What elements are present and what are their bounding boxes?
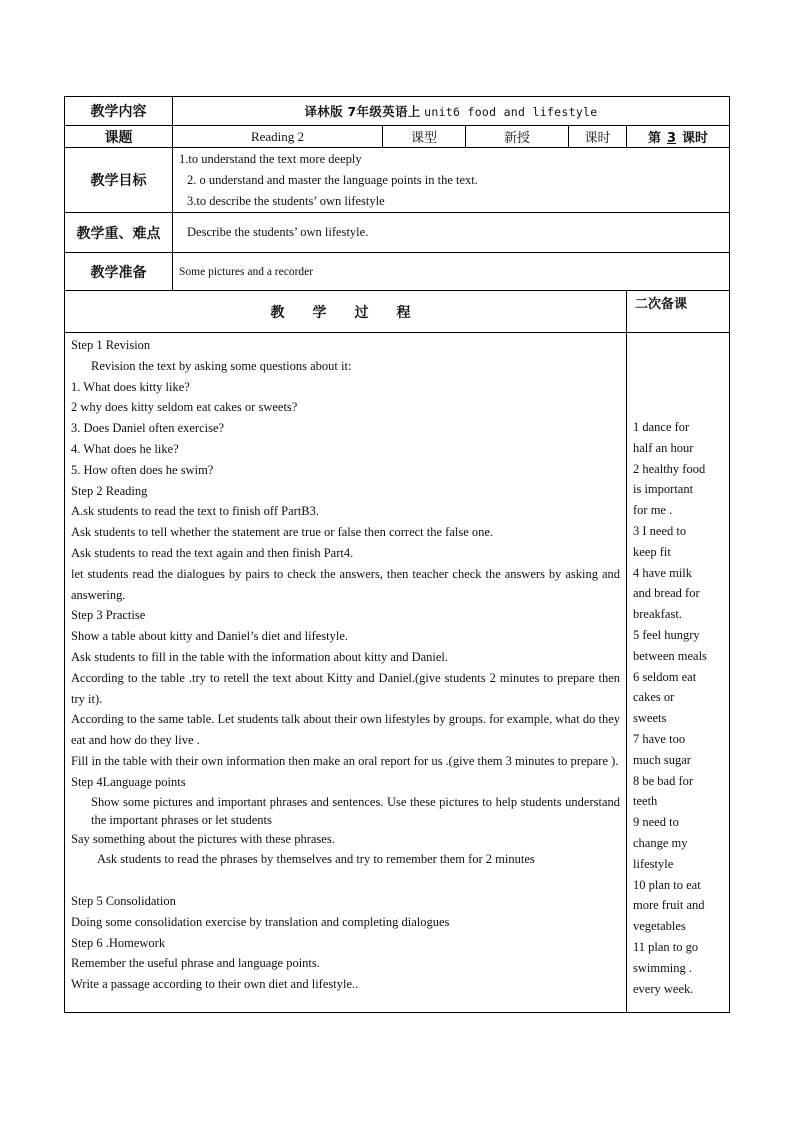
note-line: between meals: [633, 648, 707, 663]
goal-item-1: 1.to understand the text more deeply: [179, 152, 362, 166]
preparation-label: 教学准备: [65, 253, 173, 291]
step-line: Fill in the table with their own information then make an oral report for us .(give them 3 minutes to prepare ).: [71, 753, 619, 768]
note-line: 2 healthy food: [633, 461, 706, 476]
content-title: [173, 97, 730, 126]
period-prefix: 第: [647, 131, 661, 146]
step-line: Step 1 Revision: [71, 338, 151, 352]
step-line: Show some pictures and important phrases and sentences. Use these pictures to help students understand the important phrases or let students: [91, 794, 620, 827]
content-unit: unit6 food and lifestyle: [424, 105, 598, 119]
step-line: Step 3 Practise: [71, 608, 146, 623]
note-line: vegetables: [633, 919, 686, 934]
note-line: change my: [633, 835, 688, 850]
note-line: 4 have milk: [633, 565, 693, 580]
step-line: Ask students to tell whether the statement are true or false then correct the false one.: [71, 525, 494, 540]
note-line: is important: [633, 482, 694, 497]
note-line: lifestyle: [633, 856, 674, 871]
step-line: Step 5 Consolidation: [71, 893, 176, 908]
preparation-row: [65, 253, 730, 291]
step-line: Say something about the pictures with these phrases.: [71, 831, 335, 846]
preparation-value: Some pictures and a recorder: [173, 253, 730, 291]
key-points-label: 教学重、难点: [65, 213, 173, 253]
note-line: 3 I need to: [633, 523, 687, 538]
step-line: Ask students to read the text again and then finish Part4.: [71, 545, 354, 560]
note-line: much sugar: [633, 752, 691, 767]
topic-value: Reading 2: [173, 126, 383, 148]
type-value: 新授: [466, 126, 569, 148]
step-line: Doing some consolidation exercise by translation and completing dialogues: [71, 914, 450, 929]
goals-label: 教学目标: [65, 148, 173, 213]
info-row: [65, 126, 730, 148]
note-line: swimming .: [633, 960, 693, 975]
note-line: 6 seldom eat: [633, 669, 697, 684]
step-line: Step 6 .Homework: [71, 935, 166, 950]
note-line: for me .: [633, 503, 673, 518]
step-line: 2 why does kitty seldom eat cakes or sweets?: [71, 400, 298, 415]
step-line: 3. Does Daniel often exercise?: [71, 421, 225, 436]
key-points-value: Describe the students’ own lifestyle.: [173, 213, 730, 253]
content-prefix: 译林版 7年级英语上: [304, 104, 421, 119]
note-line: 10 plan to eat: [633, 877, 701, 892]
goals-list: [173, 148, 730, 213]
note-line: 11 plan to go: [633, 939, 699, 954]
spacer: [71, 870, 620, 891]
period-label: 课时: [569, 126, 627, 148]
step-line: Write a passage according to their own diet and lifestyle..: [71, 977, 359, 992]
goal-item-3: 3.to describe the students’ own lifestyle: [187, 194, 385, 208]
step-line: Ask students to fill in the table with the information about kitty and Daniel.: [71, 649, 449, 664]
note-line: 1 dance for: [633, 420, 690, 434]
note-line: teeth: [633, 794, 658, 809]
step-line: let students read the dialogues by pairs to check the answers, then teacher check the answers by asking and answering.: [71, 566, 620, 602]
note-line: cakes or: [633, 690, 675, 705]
step-line: 5. How often does he swim?: [71, 462, 214, 477]
step-line: Step 4Language points: [71, 774, 186, 789]
topic-label: 课题: [65, 126, 173, 148]
process-body-row: [65, 333, 730, 1013]
process-heading: 教学过程: [65, 291, 627, 333]
notes-heading: 二次备课: [627, 291, 730, 333]
note-line: keep fit: [633, 544, 671, 559]
period-suffix: 课时: [682, 131, 709, 146]
step-line: Step 2 Reading: [71, 483, 148, 498]
goal-item-2: 2. o understand and master the language points in the text.: [187, 173, 478, 187]
note-line: 5 feel hungry: [633, 627, 700, 642]
step-line: 4. What does he like?: [71, 441, 179, 456]
note-line: half an hour: [633, 440, 694, 455]
period-number: 3: [666, 131, 677, 146]
step-line: A.sk students to read the text to finish off PartB3.: [71, 504, 320, 519]
step-line: According to the same table. Let students talk about their own lifestyles by groups. for example, what do they eat and how do they live .: [71, 712, 620, 748]
content-row: [65, 97, 730, 126]
secondary-notes: [627, 333, 730, 1013]
note-line: 9 need to: [633, 815, 679, 830]
key-points-row: [65, 213, 730, 253]
step-line: According to the table .try to retell the text about Kitty and Daniel.(give students 2 minutes to prepare then try it).: [71, 670, 620, 706]
note-line: breakfast.: [633, 607, 682, 622]
content-label: 教学内容: [65, 97, 173, 126]
process-heading-row: [65, 291, 730, 333]
note-line: more fruit and: [633, 898, 705, 913]
period-value: [627, 126, 730, 148]
note-line: and bread for: [633, 586, 700, 601]
process-steps: [65, 333, 627, 1013]
step-line: Revision the text by asking some questions about it:: [91, 358, 352, 373]
type-label: 课型: [383, 126, 466, 148]
note-line: 8 be bad for: [633, 773, 694, 788]
note-line: every week.: [633, 981, 694, 996]
step-line: Show a table about kitty and Daniel’s diet and lifestyle.: [71, 629, 349, 644]
step-line: Remember the useful phrase and language points.: [71, 956, 320, 971]
note-line: sweets: [633, 711, 667, 726]
step-line: 1. What does kitty like?: [71, 379, 190, 394]
step-line: Ask students to read the phrases by themselves and try to remember them for 2 minutes: [97, 852, 535, 867]
lesson-plan-table: [64, 96, 730, 1013]
note-line: 7 have too: [633, 731, 686, 746]
goals-row: [65, 148, 730, 213]
